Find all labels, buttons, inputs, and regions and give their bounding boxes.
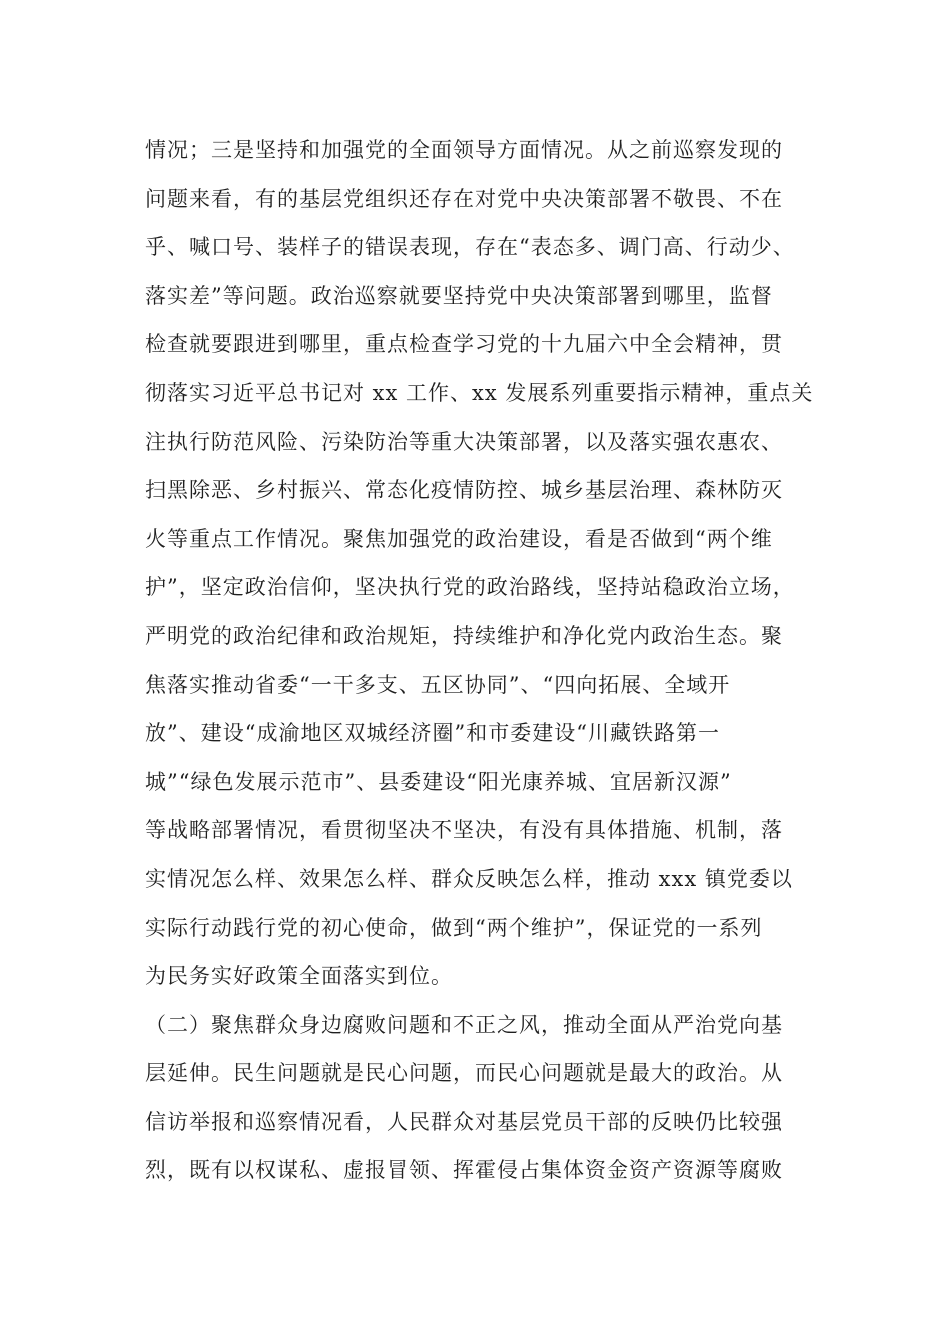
text-line: 检查就要跟进到哪里，重点检查学习党的十九届六中全会精神，贯 [145, 332, 783, 357]
text-line: 信访举报和巡察情况看，人民群众对基层党员干部的反映仍比较强 [145, 1109, 783, 1134]
text-line: 情况；三是坚持和加强党的全面领导方面情况。从之前巡察发现的 [145, 138, 783, 162]
text-line: 彻落实习近平总书记对 xx 工作、xx 发展系列重要指示精神，重点关 [145, 380, 814, 405]
text-line: 问题来看，有的基层党组织还存在对党中央决策部署不敬畏、不在 [145, 186, 783, 211]
text-line: 城”“绿色发展示范市”、县委建设“阳光康养城、宜居新汉源” [145, 769, 732, 794]
section-heading-line: （二）聚焦群众身边腐败问题和不正之风，推动全面从严治党向基 [145, 1012, 783, 1037]
text-line: 层延伸。民生问题就是民心问题，而民心问题就是最大的政治。从 [145, 1061, 783, 1086]
text-line: 为民务实好政策全面落实到位。 [145, 964, 453, 989]
text-line: 严明党的政治纪律和政治规矩，持续维护和净化党内政治生态。聚 [145, 623, 783, 648]
text-line: 火等重点工作情况。聚焦加强党的政治建设，看是否做到“两个维 [145, 526, 773, 551]
text-line: 实情况怎么样、效果怎么样、群众反映怎么样，推动 xxx 镇党委以 [145, 866, 793, 891]
text-line: 焦落实推动省委“一干多支、五区协同”、“四向拓展、全域开 [145, 672, 731, 697]
text-line: 等战略部署情况，看贯彻坚决不坚决，有没有具体措施、机制，落 [145, 818, 783, 843]
body-text [145, 126, 814, 1195]
text-line: 护”，坚定政治信仰，坚决执行党的政治路线，坚持站稳政治立场， [145, 575, 795, 600]
text-line: 落实差”等问题。政治巡察就要坚持党中央决策部署到哪里，监督 [145, 283, 773, 308]
text-line: 放”、建设“成渝地区双城经济圈”和市委建设“川藏铁路第一 [145, 721, 720, 746]
text-line: 乎、喊口号、装样子的错误表现，存在“表态多、调门高、行动少、 [145, 235, 795, 260]
text-line: 实际行动践行党的初心使命，做到“两个维护”，保证党的一系列 [145, 915, 763, 940]
text-line: 烈，既有以权谋私、虚报冒领、挥霍侵占集体资金资产资源等腐败 [145, 1158, 783, 1183]
text-line: 扫黑除恶、乡村振兴、常态化疫情防控、城乡基层治理、森林防灭 [145, 478, 783, 503]
text-line: 注执行防范风险、污染防治等重大决策部署，以及落实强农惠农、 [145, 429, 783, 454]
